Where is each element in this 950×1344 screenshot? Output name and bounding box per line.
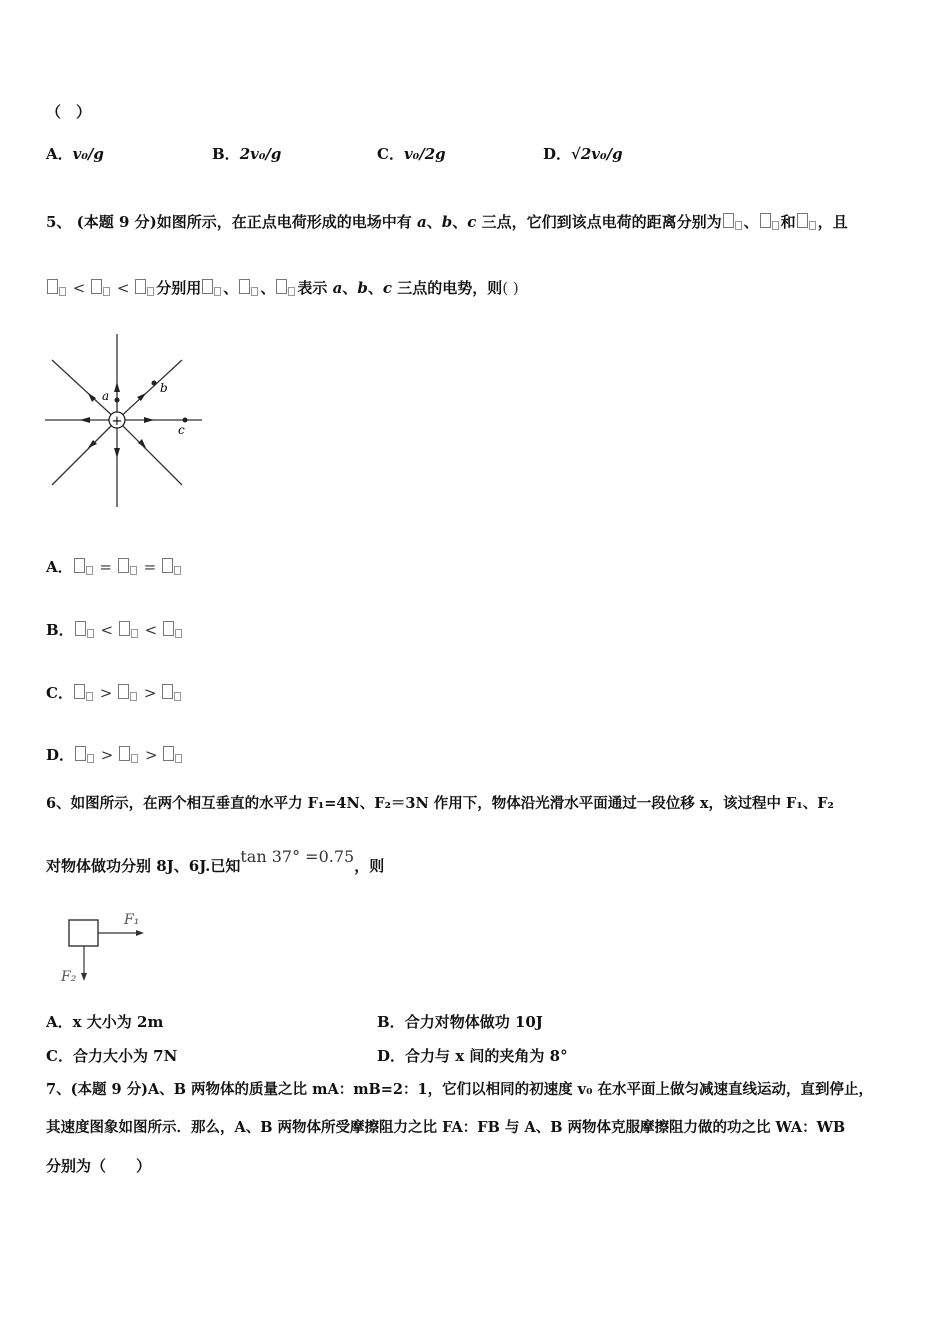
q5-text: 5、 (本题 9 分)如图所示，在正点电荷形成的电场中有 [46, 213, 417, 231]
q6-text: ，则 [354, 857, 385, 875]
label-c: c [178, 423, 185, 437]
missing-symbol [239, 279, 250, 294]
q6-option-d[interactable] [377, 1046, 568, 1066]
arrow-icon [80, 417, 90, 423]
arrow-icon [88, 393, 96, 402]
q6-option-c[interactable] [46, 1046, 177, 1066]
arrow-icon [114, 448, 120, 458]
q5-line2: < < 分别用 、 、 表示 a、b、c 三点的电势，则( ) [46, 278, 519, 298]
option-letter: A． [46, 558, 73, 576]
option-expr: = = [73, 558, 183, 576]
missing-symbol [723, 213, 734, 228]
q5-option-c[interactable] [46, 683, 183, 703]
q6-option-b[interactable] [377, 1012, 543, 1032]
q5-b: b [357, 279, 368, 297]
missing-symbol [809, 221, 816, 230]
q5-text: 表示 [297, 279, 333, 297]
option-letter: A． [46, 1013, 73, 1031]
q5-option-a[interactable] [46, 557, 183, 577]
q5-text: 三点，它们到该点电荷的距离分别为 [476, 213, 722, 231]
option-letter: B． [212, 145, 240, 163]
arrow-icon [144, 417, 154, 423]
f1-label: F₁ [124, 912, 140, 928]
q4-paren: （ ） [46, 103, 92, 121]
q5-line1: 5、 (本题 9 分)如图所示，在正点电荷形成的电场中有 a、b、c 三点，它们到该点电荷的距离分别为 、 和 ，且 [46, 213, 848, 231]
q5-option-b[interactable] [46, 620, 184, 640]
missing-symbol [797, 213, 808, 228]
block [69, 920, 98, 946]
option-text: 合力对物体做功 10J [404, 1013, 543, 1031]
label-a: a [102, 389, 110, 403]
q7-line1: 7、(本题 9 分)A、B 两物体的质量之比 mA：mB=2：1，它们以相同的初速度 v₀ 在水平面上做匀减速直线运动，直到停止， [46, 1081, 873, 1098]
option-text: √2v₀/g [571, 145, 623, 163]
option-expr: > > [73, 684, 183, 702]
q6-line2 [46, 847, 385, 876]
q6-text: 对物体做功分别 8J、6J.已知 [46, 857, 241, 875]
option-letter: D． [46, 746, 75, 764]
option-letter: C． [46, 684, 73, 702]
missing-symbol [735, 221, 742, 230]
missing-symbol [772, 221, 779, 230]
q6-option-a[interactable] [46, 1012, 163, 1032]
option-text: v₀/g [72, 145, 104, 163]
point-b [152, 381, 157, 386]
q5-sep: 、 [452, 213, 468, 231]
point-c [183, 418, 188, 423]
plus-label: + [111, 414, 123, 429]
f2-label: F₂ [61, 969, 77, 985]
q5-c: c [467, 213, 477, 231]
arrow-icon [138, 439, 146, 448]
field-line [117, 360, 182, 420]
q5-b: b [441, 213, 453, 231]
option-expr: > > [74, 746, 184, 764]
field-line [117, 420, 182, 485]
q5-text: 三点的电势，则 [391, 279, 503, 297]
option-letter: B． [46, 621, 74, 639]
arrow-icon [114, 382, 120, 392]
q5-text: ，且 [817, 213, 848, 231]
missing-symbol [288, 287, 295, 296]
option-expr: < < [74, 621, 184, 639]
q6-line1: 6、如图所示，在两个相互垂直的水平力 F₁=4N、F₂＝3N 作用下，物体沿光滑水平面通过一段位移 x，该过程中 F₁、F₂ [46, 795, 834, 812]
q5-c: c [382, 279, 392, 297]
option-text: 2v₀/g [239, 145, 282, 163]
option-letter: D． [543, 145, 572, 163]
q4-option-c[interactable] [377, 144, 446, 164]
q5-sep: 、 [342, 279, 358, 297]
label-b: b [160, 381, 168, 395]
option-text: 合力大小为 7N [72, 1047, 178, 1065]
q7-line2: 其速度图象如图所示．那么，A、B 两物体所受摩擦阻力之比 FA：FB 与 A、B 两物体克服摩擦阻力做的功之比 WA：WB [46, 1119, 846, 1136]
field-line [52, 420, 117, 485]
q5-ineq: < < [46, 279, 156, 297]
q5-field-figure [40, 330, 210, 510]
q5-a: a [332, 279, 343, 297]
point-a [115, 398, 120, 403]
tan-formula: tan 37° =0.75 [240, 847, 355, 866]
option-letter: C． [377, 145, 404, 163]
option-text: 合力与 x 间的夹角为 8° [405, 1047, 568, 1065]
option-letter: C． [46, 1047, 73, 1065]
q6-force-figure [58, 905, 158, 987]
option-letter: A． [46, 145, 73, 163]
q5-sep: 、 [367, 279, 383, 297]
option-text: x 大小为 2m [72, 1013, 164, 1031]
option-letter: B． [377, 1013, 405, 1031]
q7-line3: 分别为（ ） [46, 1157, 152, 1175]
q4-option-d[interactable] [543, 144, 623, 164]
q5-option-d[interactable] [46, 745, 184, 765]
missing-symbol [214, 287, 221, 296]
missing-symbol [202, 279, 213, 294]
q4-option-a[interactable] [46, 144, 104, 164]
option-text: v₀/2g [403, 145, 446, 163]
arrow-icon [81, 973, 87, 981]
q5-sep: 、 [426, 213, 442, 231]
arrow-icon [136, 930, 144, 936]
missing-symbol [760, 213, 771, 228]
q5-text: 分别用 [156, 279, 202, 297]
q4-option-b[interactable] [212, 144, 281, 164]
q5-a: a [416, 213, 427, 231]
missing-symbol [251, 287, 258, 296]
q5-paren: ( ) [502, 279, 519, 297]
q5-text: 和 [780, 213, 796, 231]
missing-symbol [276, 279, 287, 294]
option-letter: D． [377, 1047, 406, 1065]
